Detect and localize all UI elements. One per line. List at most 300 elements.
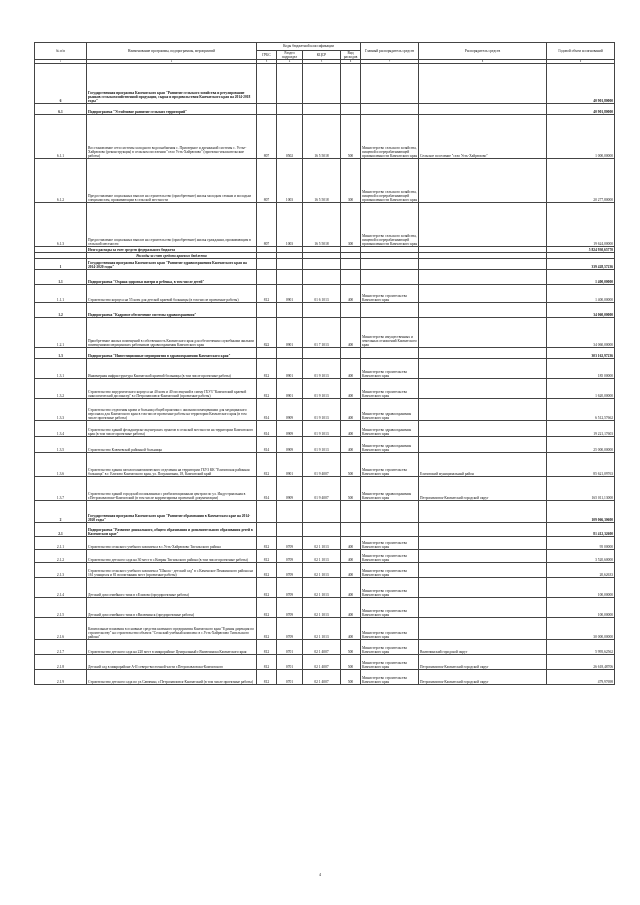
row-name: Подпрограмма "Устойчивое развитие сельских территорий" [87,104,257,115]
row-name: Расходы за счет средств краевого бюджета [87,253,257,259]
row-recipient [419,285,547,303]
row-recipient [419,421,547,437]
row-name: Строительство детского сада на 30 мест в с.Ковран Тигильского района (в том числе проектные работы) [87,550,257,563]
row-recipient [419,159,547,203]
row-volume: 5 995,62562 [547,640,615,655]
row-vr: 400 [341,285,361,303]
row-volume: 85 621,09763 [547,453,615,477]
row-grbs: 814 [257,437,277,453]
row-vr: 400 [341,563,361,578]
row-recipient [419,550,547,563]
table-row [35,159,615,203]
table-row [35,618,615,640]
row-volume: 30 000,00000 [547,618,615,640]
row-razdel: 0709 [277,578,303,598]
row-recipient [419,348,547,359]
row-number: 2.1 [35,523,87,537]
row-name: Строительство детского сада по ул.Савченко, г.Петропавловск-Камчатский (в том числе проектные работы) [87,670,257,685]
row-recipient [419,64,547,104]
table-row [35,303,615,318]
row-vr: 500 [341,670,361,685]
row-kcsr: 01 9 4007 [303,453,341,477]
header-name: Наименование программы, подпрограммы, мероприятий [87,43,257,60]
row-recipient [419,318,547,348]
row-number: 1.3.4 [35,421,87,437]
row-name: Государственная программа Камчатского края "Развитие сельского хозяйства и регулирование рынков сельскохозяйственной продукции, сырья и продовольствия Камчатского края на 2014-2018 годы" [87,64,257,104]
row-main-distributor: Министерство строительства Камчатского края [361,563,419,578]
row-kcsr: 01 9 1013 [303,437,341,453]
row-vr: 400 [341,379,361,399]
table-row [35,670,615,685]
row-volume: 95 00000 [547,537,615,550]
header-vr: Вид расходов [341,51,361,60]
row-vr: 500 [341,655,361,670]
row-grbs: 812 [257,285,277,303]
row-razdel: 0901 [277,453,303,477]
row-volume: 19 624,00000 [547,203,615,247]
row-vr: 500 [341,477,361,501]
row-volume: 3 520,60000 [547,550,615,563]
row-recipient [419,537,547,550]
row-grbs [257,303,277,318]
row-name: Строительство Ключевской районной больницы [87,437,257,453]
header-colnum: 8 [419,60,547,64]
row-name: Строительство хирургического корпуса на 40 коек и 40 посещений в смену ГБУЗ "Камчатский краевой онкологический диспансер" в г.Петропавловск-Камчатский (проектные работы) [87,379,257,399]
row-recipient: Петропавловск-Камчатский городской округ [419,477,547,501]
header-razdel: Раздел подраздел [277,51,303,60]
row-razdel: 0709 [277,618,303,640]
row-main-distributor: Министерство здравоохранения Камчатского края [361,477,419,501]
table-row [35,421,615,437]
row-name: Инженерная инфраструктура Камчатской краевой больницы (в том числе проектные работы) [87,359,257,379]
row-grbs [257,259,277,270]
row-recipient [419,270,547,285]
table-row [35,523,615,537]
row-name: Строительство детского сада на 220 мест в микрорайоне Центральный г.Вилючинска Камчатского края [87,640,257,655]
row-vr: 400 [341,437,361,453]
table-row [35,379,615,399]
row-razdel: 0901 [277,318,303,348]
table-row [35,203,615,247]
row-razdel: 0901 [277,379,303,399]
row-main-distributor: Министерство имущественных и земельных отношений Камчатского края [361,318,419,348]
row-recipient [419,501,547,523]
row-razdel [277,270,303,285]
row-vr: 400 [341,399,361,421]
row-kcsr: 01 6 1013 [303,285,341,303]
row-number: 2.1.6 [35,618,87,640]
row-number: 2 [35,501,87,523]
table-row [35,348,615,359]
row-kcsr: 02 1 1013 [303,550,341,563]
row-grbs: 807 [257,203,277,247]
page-number: 4 [319,872,321,877]
header-kcsr: КЦСР [303,51,341,60]
row-razdel: 0909 [277,477,303,501]
header-colnum: 3 [257,60,277,64]
table-row [35,598,615,618]
header-colnum: 2 [87,60,257,64]
row-grbs: 807 [257,159,277,203]
header-grbs: ГРБС [257,51,277,60]
table-row [35,501,615,523]
row-razdel: 0709 [277,563,303,578]
row-volume: 1 400,00000 [547,285,615,303]
row-grbs [257,64,277,104]
row-name: Подпрограмма "Кадровое обеспечение системы здравоохранения" [87,303,257,318]
header-num: № п/п [35,43,87,60]
row-recipient: Сельское поселение "село Усть-Хайрюзово" [419,115,547,159]
row-main-distributor [361,501,419,523]
row-vr [341,259,361,270]
row-recipient [419,598,547,618]
table-row [35,399,615,421]
row-kcsr: 02 1 4007 [303,640,341,655]
table-row [35,359,615,379]
header-main-distributor: Главный распорядитель средств [361,43,419,60]
row-name: Детский сад в микрорайоне А-II северо-восточной части г.Петропавловска-Камчатского [87,655,257,670]
row-vr: 300 [341,203,361,247]
row-kcsr: 02 1 4007 [303,670,341,685]
row-main-distributor: Министерство здравоохранения Камчатского края [361,437,419,453]
row-grbs: 812 [257,453,277,477]
row-main-distributor [361,348,419,359]
table-row [35,259,615,270]
row-recipient [419,399,547,421]
row-volume: 185 00000 [547,359,615,379]
row-name: Предоставление социальных выплат на строительство (приобретение) жилья молодым семьям и молодым специалистам, проживающим в сельской местности [87,159,257,203]
row-name: Капитальные вложения в основные средства казенного предприятия Камчатского края "Единая дирекция по строительству" на строительство объекта "Сельский учебный комплекс в с.Усть-Хайрюзово Тигильского района" [87,618,257,640]
row-volume: 26 618,48706 [547,655,615,670]
row-grbs [257,523,277,537]
row-number: 2.1.2 [35,550,87,563]
row-razdel: 0909 [277,399,303,421]
row-kcsr [303,348,341,359]
row-number: 1.2.1 [35,318,87,348]
table-row [35,318,615,348]
row-volume: 6 512,57662 [547,399,615,421]
row-number: 6.1.2 [35,159,87,203]
row-main-distributor [361,259,419,270]
row-grbs: 812 [257,598,277,618]
row-volume: 40 901,80000 [547,104,615,115]
row-grbs: 814 [257,421,277,437]
row-grbs: 812 [257,618,277,640]
row-kcsr: 02 1 1013 [303,537,341,550]
row-number: 1.3.5 [35,437,87,453]
header-volume: Годовой объем ассигнований [547,43,615,60]
row-volume: 20 277,80000 [547,159,615,203]
row-kcsr: 01 9 1013 [303,421,341,437]
row-number: 6.1 [35,104,87,115]
row-name: Государственная программа Камчатского края "Развитие здравоохранения Камчатского края на 2014-2020 годы" [87,259,257,270]
row-vr [341,523,361,537]
row-kcsr: 01 9 4007 [303,477,341,501]
row-vr: 400 [341,550,361,563]
row-kcsr [303,64,341,104]
row-number: 6 [35,64,87,104]
table-body [35,64,615,685]
row-kcsr [303,270,341,285]
row-main-distributor [361,523,419,537]
row-recipient [419,203,547,247]
row-vr: 400 [341,598,361,618]
row-volume: 1 620,00000 [547,379,615,399]
row-kcsr: 02 1 4007 [303,655,341,670]
row-grbs: 812 [257,578,277,598]
row-razdel: 0909 [277,421,303,437]
row-razdel [277,501,303,523]
header-colnum: 5 [303,60,341,64]
row-recipient [419,563,547,578]
row-name: Подпрограмма "Инвестиционные мероприятия в здравоохранении Камчатского края" [87,348,257,359]
budget-table [34,42,615,685]
row-main-distributor [361,104,419,115]
row-main-distributor [361,270,419,285]
row-razdel [277,104,303,115]
row-kcsr: 16 5 5018 [303,115,341,159]
row-main-distributor: Министерство сельского хозяйства, пищевой и перерабатывающей промышленности Камчатского края [361,159,419,203]
table-row [35,64,615,104]
row-recipient [419,379,547,399]
row-vr [341,501,361,523]
row-recipient: Петропавловск-Камчатский городской округ [419,670,547,685]
row-name: Строительство корпуса на 55 коек для детской краевой больницы (в том числе проектные работы) [87,285,257,303]
row-grbs [257,501,277,523]
row-number: 1.2 [35,303,87,318]
row-razdel: 1003 [277,159,303,203]
row-grbs: 814 [257,399,277,421]
row-razdel: 0909 [277,437,303,453]
row-name: Подпрограмма "Развитие дошкольного, общего образования и дополнительного образования детей в Камчатском крае" [87,523,257,537]
row-volume: 479,97698 [547,670,615,685]
row-grbs: 812 [257,537,277,550]
table-row [35,537,615,550]
row-kcsr [303,303,341,318]
row-volume: 165 011,13000 [547,477,615,501]
row-name: Строительство здания патологоанатомического отделения на территории ГБУЗ КК "Елизовская районная больница" в г. Елизово Камчатского края, ул. Пограничная, 18, Камчатский край [87,453,257,477]
row-grbs: 812 [257,640,277,655]
row-number: 1.1 [35,270,87,285]
row-name: Строительство отделения крови и больниц общей практики с жилыми помещениями для медицинского персонала для Камчатского края в том числе проектные работы на территории Камчатского края (в том числе проектные работы) [87,399,257,421]
row-volume: 1 000,00000 [547,115,615,159]
row-number: 1 [35,259,87,270]
row-main-distributor: Министерство строительства Камчатского края [361,618,419,640]
row-razdel: 0701 [277,655,303,670]
row-grbs: 814 [257,477,277,501]
row-number: 2.1.7 [35,640,87,655]
row-name: Восстановление сети системы холодного водоснабжения с. Приозерное и дренажной системы с. Устье-Хайрюзово (реконструкция) в сельском поселении "село Усть-Хайрюзово" (проектно-изыскательские работы) [87,115,257,159]
row-recipient [419,104,547,115]
row-main-distributor: Министерство строительства Камчатского края [361,359,419,379]
row-main-distributor [361,64,419,104]
row-name: Строительство сельского учебного комплекса "Школа - детский сад" в с.Каменское Пенжинского района на 161 учащихся и 81 воспитанник мест (проектные работы) [87,563,257,578]
row-main-distributor: Министерство строительства Камчатского края [361,578,419,598]
row-grbs: 812 [257,359,277,379]
row-vr: 400 [341,359,361,379]
header-recipient: Распорядитель средств [419,43,547,60]
row-main-distributor: Министерство строительства Камчатского края [361,598,419,618]
row-volume: 109 066,30600 [547,501,615,523]
row-volume: 81 412,32600 [547,523,615,537]
row-razdel: 1003 [277,203,303,247]
header-colnum: 6 [341,60,361,64]
header-colnum: 1 [35,60,87,64]
row-recipient [419,259,547,270]
row-volume: 1 400,00000 [547,270,615,285]
row-volume: 34 060,00000 [547,318,615,348]
row-kcsr: 02 1 1013 [303,578,341,598]
table-row [35,270,615,285]
row-kcsr: 01 9 1013 [303,399,341,421]
row-kcsr [303,523,341,537]
row-grbs: 807 [257,115,277,159]
row-razdel: 0709 [277,598,303,618]
row-razdel [277,259,303,270]
row-volume: 19 221,17603 [547,421,615,437]
row-razdel: 0901 [277,359,303,379]
row-name: Детский дом семейного типа в г.Вилючинск (предпроектные работы) [87,598,257,618]
row-name: Строительство сельского учебного комплекса в с.Усть-Хайрюзово Тигильского района [87,537,257,550]
row-vr: 400 [341,618,361,640]
row-recipient [419,437,547,453]
row-volume: 100,00000 [547,578,615,598]
table-row [35,437,615,453]
row-grbs: 812 [257,379,277,399]
row-kcsr [303,259,341,270]
row-main-distributor: Министерство сельского хозяйства, пищевой и перерабатывающей промышленности Камчатского края [361,203,419,247]
row-recipient [419,359,547,379]
row-name: Предоставление социальных выплат на строительство (приобретение) жилья гражданам, проживающим в сельской местности [87,203,257,247]
row-volume: 100,00000 [547,598,615,618]
table-row [35,453,615,477]
row-main-distributor: Министерство строительства Камчатского края [361,640,419,655]
row-kcsr: 16 5 5018 [303,159,341,203]
row-name: Детский дом семейного типа в г.Елизово (предпроектные работы) [87,578,257,598]
row-name: Подпрограмма "Охрана здоровья матери и ребенка, в том числе детей" [87,270,257,285]
row-razdel [277,348,303,359]
table-row [35,563,615,578]
document-page [34,42,614,685]
row-vr: 500 [341,115,361,159]
row-vr [341,270,361,285]
row-razdel [277,303,303,318]
row-grbs [257,270,277,285]
row-vr: 500 [341,453,361,477]
row-number: 1.3.7 [35,477,87,501]
row-grbs: 812 [257,550,277,563]
header-codes-group: Коды бюджетной классификации [257,43,361,51]
table-row [35,640,615,655]
row-recipient [419,523,547,537]
row-number: 1.3.6 [35,453,87,477]
row-recipient: Елизовский муниципальный район [419,453,547,477]
row-main-distributor: Министерство строительства Камчатского края [361,655,419,670]
row-number: 6.1.1 [35,115,87,159]
header-colnum: 4 [277,60,303,64]
row-razdel [277,64,303,104]
row-razdel: 0701 [277,670,303,685]
row-main-distributor: Министерство строительства Камчатского края [361,379,419,399]
row-number: 1.3.3 [35,399,87,421]
row-volume: 303 162,97236 [547,348,615,359]
row-name: Приобретение жилых помещений в собственность Камчатского края для обеспечения служебными жилыми помещениями медицинских работников здравоохранения Камчатского края [87,318,257,348]
row-volume: 25 000,00000 [547,437,615,453]
row-grbs: 812 [257,655,277,670]
row-main-distributor: Министерство строительства Камчатского края [361,550,419,563]
row-vr: 300 [341,159,361,203]
row-kcsr: 16 5 5018 [303,203,341,247]
row-main-distributor: Министерство строительства Камчатского края [361,285,419,303]
row-vr [341,348,361,359]
table-row [35,104,615,115]
row-main-distributor: Министерство строительства Камчатского края [361,670,419,685]
row-number: 2.1.5 [35,598,87,618]
row-number: 2.1.9 [35,670,87,685]
row-number: 2.1.3 [35,563,87,578]
row-recipient [419,618,547,640]
row-number: 2.1.8 [35,655,87,670]
row-razdel: 0701 [277,640,303,655]
row-number: 1.3 [35,348,87,359]
row-grbs: 812 [257,670,277,685]
row-recipient: Вилючинский городской округ [419,640,547,655]
row-vr: 400 [341,537,361,550]
row-vr: 400 [341,318,361,348]
row-volume: 40 901,80000 [547,64,615,104]
row-recipient [419,578,547,598]
table-row [35,578,615,598]
row-grbs [257,348,277,359]
row-vr: 500 [341,640,361,655]
row-main-distributor: Министерство сельского хозяйства, пищевой и перерабатывающей промышленности Камчатского края [361,115,419,159]
table-row [35,655,615,670]
row-main-distributor: Министерство здравоохранения Камчатского края [361,421,419,437]
row-kcsr: 02 1 1013 [303,618,341,640]
row-razdel: 0709 [277,537,303,550]
row-number: 6.1.3 [35,203,87,247]
row-number: 2.1.4 [35,578,87,598]
row-volume: 339 428,57236 [547,259,615,270]
row-kcsr [303,501,341,523]
row-recipient [419,303,547,318]
row-main-distributor: Министерство строительства Камчатского края [361,537,419,550]
row-vr: 400 [341,421,361,437]
row-main-distributor [361,303,419,318]
row-volume: 34 060,00000 [547,303,615,318]
row-kcsr: 02 1 1013 [303,563,341,578]
row-kcsr: 01 7 1013 [303,318,341,348]
table-row [35,115,615,159]
header-colnum: 9 [547,60,615,64]
table-row [35,550,615,563]
row-main-distributor: Министерство строительства Камчатского края [361,453,419,477]
row-number: 1.3.2 [35,379,87,399]
row-razdel: 0502 [277,115,303,159]
row-vr [341,303,361,318]
row-volume: 20,62633 [547,563,615,578]
table-row [35,477,615,501]
row-grbs: 812 [257,563,277,578]
row-kcsr: 01 9 1013 [303,359,341,379]
row-razdel [277,523,303,537]
row-razdel: 0901 [277,285,303,303]
row-kcsr: 01 9 1013 [303,379,341,399]
row-name: Государственная программа Камчатского края "Развитие образования в Камчатском крае на 2014-2020 годы" [87,501,257,523]
row-name: Итого расходы за счет средств федерального бюджета [87,247,257,253]
row-vr: 400 [341,578,361,598]
row-number: 1.3.1 [35,359,87,379]
